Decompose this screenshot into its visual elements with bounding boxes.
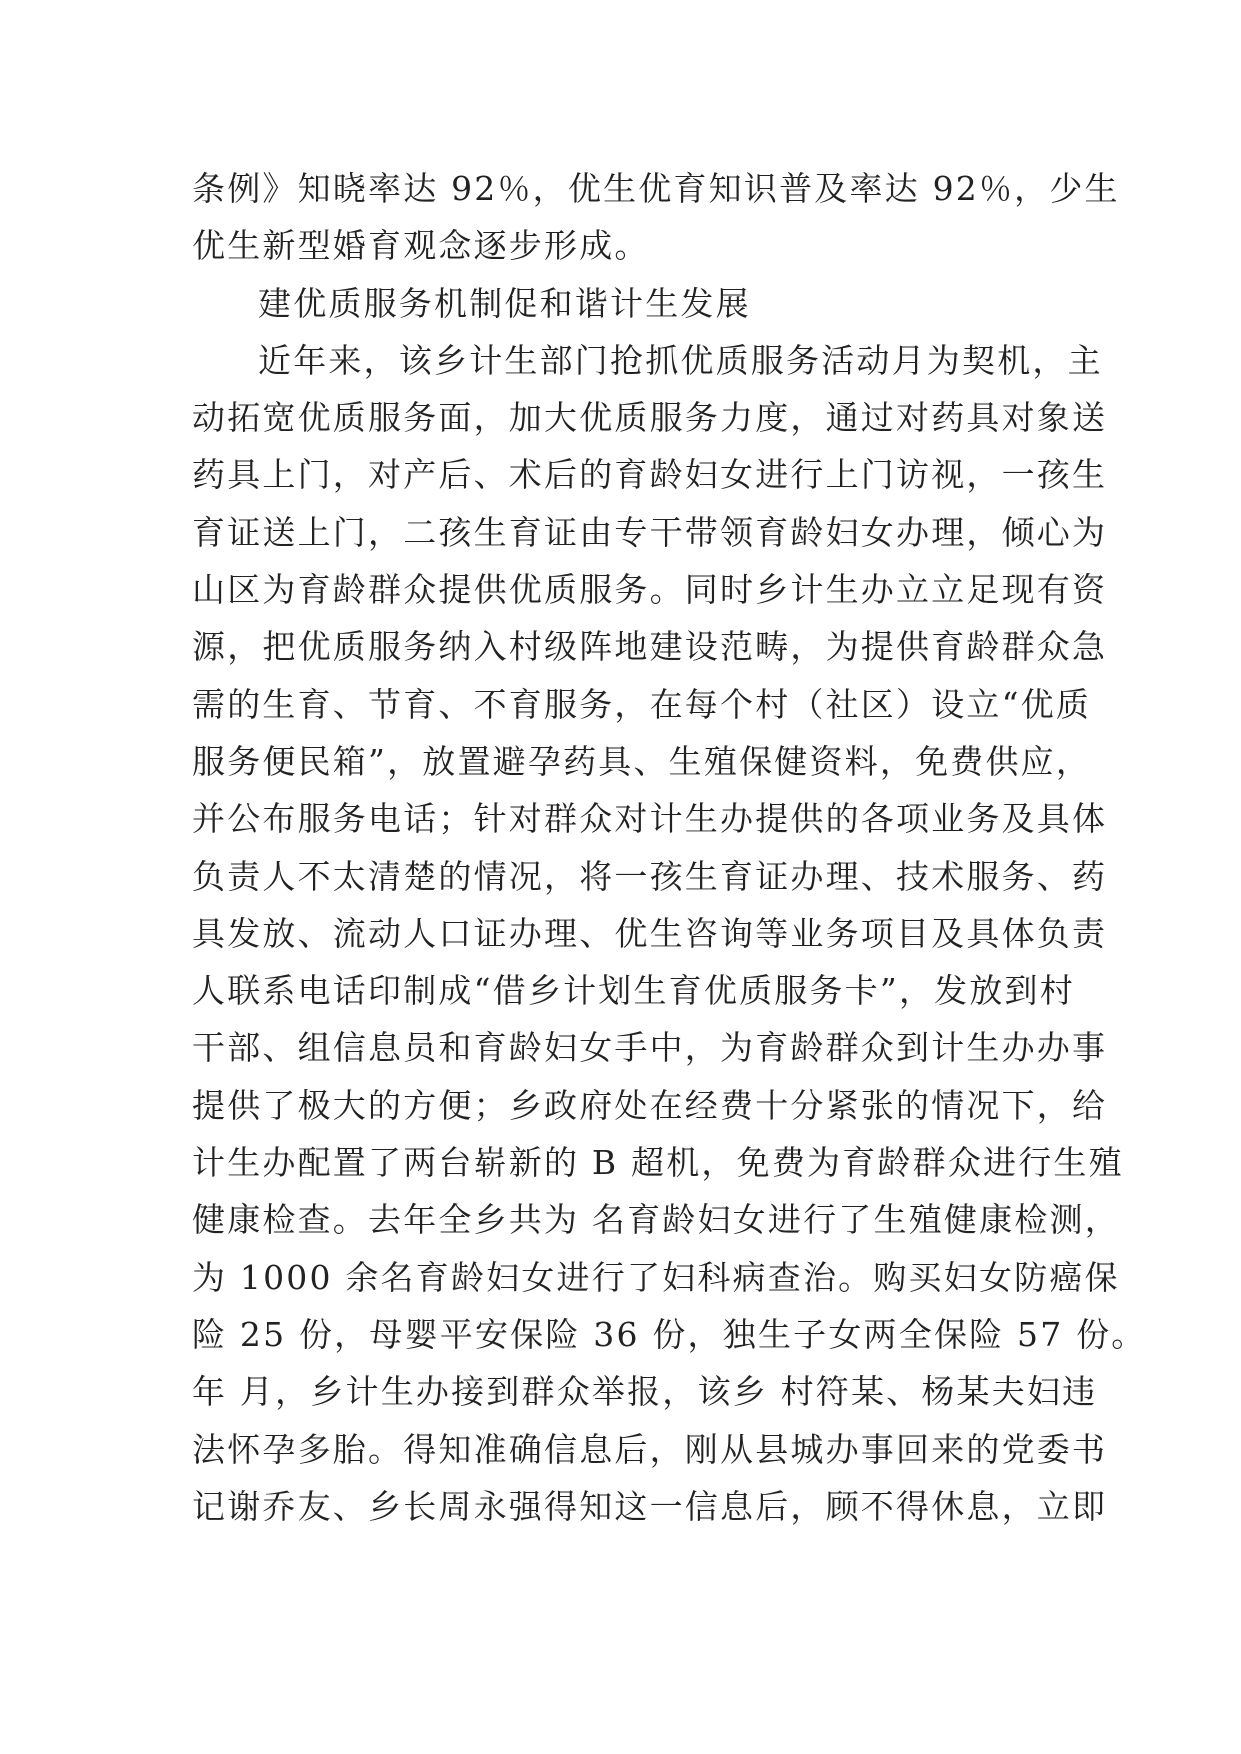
text-line: 近年来，该乡计生部门抢抓优质服务活动月为契机，主 bbox=[258, 340, 1103, 380]
text-line: 药具上门，对产后、术后的育龄妇女进行上门访视，一孩生 bbox=[192, 455, 1108, 495]
text-line: 提供了极大的方便；乡政府处在经费十分紧张的情况下，给 bbox=[192, 1085, 1108, 1125]
text-line: 建优质服务机制促和谐计生发展 bbox=[258, 283, 751, 323]
text-line: 育证送上门，二孩生育证由专干带领育龄妇女办理，倾心为 bbox=[192, 512, 1108, 552]
text-line: 为 1000 余名育龄妇女进行了妇科病查治。购买妇女防癌保 bbox=[192, 1257, 1120, 1297]
text-line: 负责人不太清楚的情况，将一孩生育证办理、技术服务、药 bbox=[192, 856, 1108, 896]
text-line: 干部、组信息员和育龄妇女手中，为育龄群众到计生办办事 bbox=[192, 1028, 1108, 1068]
text-line: 条例》知晓率达 92％，优生优育知识普及率达 92％，少生 bbox=[192, 169, 1120, 208]
text-line: 健康检查。去年全乡共为 名育龄妇女进行了生殖健康检测， bbox=[192, 1200, 1120, 1240]
text-line: 法怀孕多胎。得知准确信息后，刚从县城办事回来的党委书 bbox=[192, 1429, 1108, 1469]
text-line: 服务便民箱”，放置避孕药具、生殖保健资料，免费供应， bbox=[192, 741, 1092, 781]
text-line: 人联系电话印制成“借乡计划生育优质服务卡”，发放到村 bbox=[192, 971, 1075, 1011]
text-line: 年 月，乡计生办接到群众举报，该乡 村符某、杨某夫妇违 bbox=[192, 1372, 1098, 1412]
text-line: 记谢乔友、乡长周永强得知这一信息后，顾不得休息，立即 bbox=[192, 1486, 1108, 1526]
text-line: 优生新型婚育观念逐步形成。 bbox=[192, 226, 650, 266]
text-line: 计生办配置了两台崭新的 B 超机，免费为育龄群众进行生殖 bbox=[192, 1143, 1124, 1183]
text-line: 需的生育、节育、不育服务，在每个村（社区）设立“优质 bbox=[192, 684, 1092, 724]
text-line: 动拓宽优质服务面，加大优质服务力度，通过对药具对象送 bbox=[192, 398, 1108, 438]
text-line: 山区为育龄群众提供优质服务。同时乡计生办立立足现有资 bbox=[192, 570, 1108, 610]
text-line: 具发放、流动人口证办理、优生咨询等业务项目及具体负责 bbox=[192, 913, 1108, 953]
text-line: 并公布服务电话；针对群众对计生办提供的各项业务及具体 bbox=[192, 799, 1108, 839]
text-line: 源，把优质服务纳入村级阵地建设范畴，为提供育龄群众急 bbox=[192, 627, 1108, 667]
body-text bbox=[192, 160, 1147, 1535]
text-line: 险 25 份，母婴平安保险 36 份，独生子女两全保险 57 份。 bbox=[192, 1314, 1147, 1354]
